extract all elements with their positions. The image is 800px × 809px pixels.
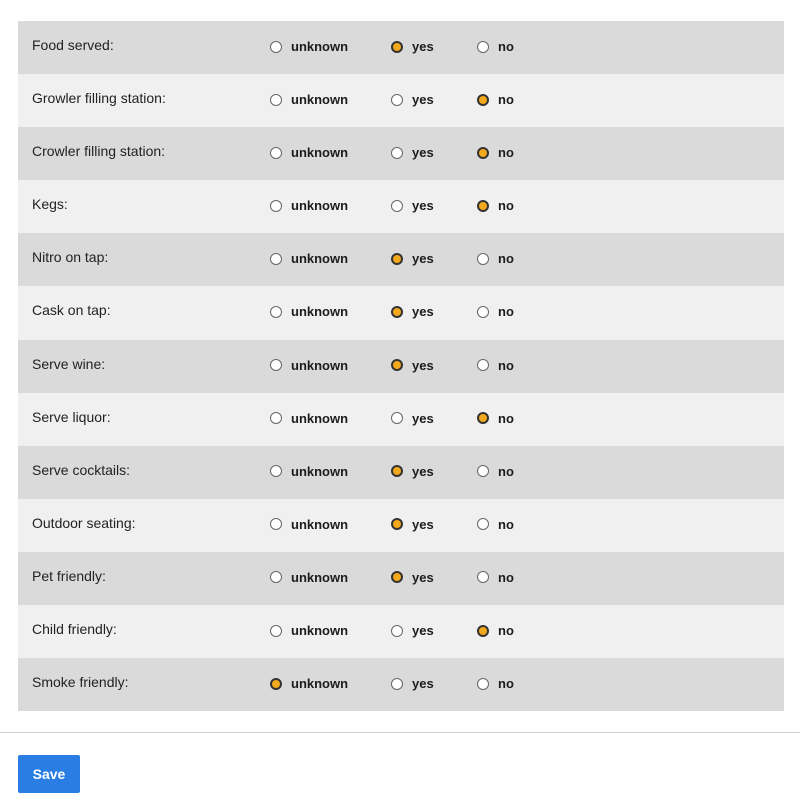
option-no[interactable]	[477, 251, 514, 266]
option-label: yes	[412, 516, 434, 532]
radio-yes[interactable]	[391, 306, 403, 318]
option-unknown[interactable]	[270, 145, 348, 160]
attribute-label: Serve liquor:	[32, 408, 111, 425]
radio-yes[interactable]	[391, 41, 403, 53]
option-no[interactable]	[477, 145, 514, 160]
attribute-row	[18, 499, 784, 552]
option-unknown[interactable]	[270, 251, 348, 266]
option-label: no	[498, 92, 514, 108]
option-label: yes	[412, 92, 434, 108]
attribute-label: Serve cocktails:	[32, 461, 131, 478]
attribute-label: Outdoor seating:	[32, 514, 136, 531]
attribute-label: Crowler filling station:	[32, 143, 166, 160]
option-no[interactable]	[477, 623, 514, 638]
option-yes[interactable]	[391, 198, 434, 213]
option-yes[interactable]	[391, 570, 434, 585]
radio-yes[interactable]	[391, 465, 403, 477]
option-no[interactable]	[477, 92, 514, 107]
radio-unknown[interactable]	[270, 359, 282, 371]
radio-no[interactable]	[477, 253, 489, 265]
radio-yes[interactable]	[391, 518, 403, 530]
option-label: unknown	[291, 516, 349, 532]
attribute-label: Child friendly:	[32, 621, 117, 638]
attribute-row	[18, 74, 784, 127]
option-label: yes	[412, 463, 434, 479]
option-label: unknown	[291, 410, 349, 426]
attribute-row	[18, 180, 784, 233]
attribute-label: Kegs:	[32, 196, 68, 213]
option-label: unknown	[291, 39, 349, 54]
option-yes[interactable]	[391, 92, 434, 107]
option-label: yes	[412, 251, 434, 267]
attribute-row	[18, 605, 784, 658]
option-label: no	[498, 39, 514, 54]
attribute-row	[18, 340, 784, 393]
option-no[interactable]	[477, 358, 514, 373]
option-label: yes	[412, 410, 434, 426]
radio-yes[interactable]	[391, 253, 403, 265]
option-yes[interactable]	[391, 517, 434, 532]
option-yes[interactable]	[391, 676, 434, 691]
attribute-label: Cask on tap:	[32, 302, 111, 319]
radio-unknown[interactable]	[270, 94, 282, 106]
radio-no[interactable]	[477, 306, 489, 318]
option-label: no	[498, 623, 514, 639]
radio-unknown[interactable]	[270, 200, 282, 212]
radio-no[interactable]	[477, 412, 489, 424]
attribute-label: Pet friendly:	[32, 567, 106, 584]
option-label: no	[498, 145, 514, 161]
radio-no[interactable]	[477, 94, 489, 106]
attribute-row	[18, 233, 784, 286]
option-no[interactable]	[477, 39, 514, 54]
option-unknown[interactable]	[270, 39, 348, 54]
radio-unknown[interactable]	[270, 147, 282, 159]
radio-no[interactable]	[477, 200, 489, 212]
option-label: yes	[412, 198, 434, 214]
option-yes[interactable]	[391, 251, 434, 266]
option-label: no	[498, 676, 514, 692]
radio-unknown[interactable]	[270, 306, 282, 318]
option-unknown[interactable]	[270, 676, 348, 691]
attributes-table	[18, 21, 784, 711]
option-unknown[interactable]	[270, 570, 348, 585]
option-label: unknown	[291, 357, 349, 373]
option-yes[interactable]	[391, 39, 434, 54]
radio-yes[interactable]	[391, 359, 403, 371]
option-unknown[interactable]	[270, 198, 348, 213]
option-label: unknown	[291, 463, 349, 479]
attribute-row	[18, 446, 784, 499]
attribute-row	[18, 21, 784, 74]
radio-no[interactable]	[477, 625, 489, 637]
radio-no[interactable]	[477, 518, 489, 530]
option-label: unknown	[291, 569, 349, 585]
option-unknown[interactable]	[270, 358, 348, 373]
option-no[interactable]	[477, 304, 514, 319]
option-no[interactable]	[477, 676, 514, 691]
save-button[interactable]: Save	[18, 755, 80, 793]
attribute-label: Food served:	[32, 37, 114, 53]
radio-no[interactable]	[477, 678, 489, 690]
radio-no[interactable]	[477, 465, 489, 477]
option-label: unknown	[291, 145, 349, 161]
option-label: no	[498, 304, 514, 320]
attribute-row	[18, 286, 784, 339]
radio-unknown[interactable]	[270, 253, 282, 265]
radio-yes[interactable]	[391, 412, 403, 424]
attribute-row	[18, 127, 784, 180]
option-label: no	[498, 569, 514, 585]
option-unknown[interactable]	[270, 304, 348, 319]
option-yes[interactable]	[391, 145, 434, 160]
attribute-label: Serve wine:	[32, 355, 106, 372]
radio-unknown[interactable]	[270, 412, 282, 424]
option-yes[interactable]	[391, 623, 434, 638]
option-unknown[interactable]	[270, 411, 348, 426]
option-unknown[interactable]	[270, 517, 348, 532]
option-yes[interactable]	[391, 304, 434, 319]
option-label: unknown	[291, 198, 349, 214]
option-no[interactable]	[477, 411, 514, 426]
option-label: yes	[412, 569, 434, 585]
radio-yes[interactable]	[391, 200, 403, 212]
option-label: yes	[412, 145, 434, 161]
radio-unknown[interactable]	[270, 41, 282, 53]
option-label: unknown	[291, 304, 349, 320]
option-yes[interactable]	[391, 358, 434, 373]
option-label: unknown	[291, 251, 349, 267]
option-no[interactable]	[477, 517, 514, 532]
radio-yes[interactable]	[391, 147, 403, 159]
option-label: yes	[412, 357, 434, 373]
radio-unknown[interactable]	[270, 465, 282, 477]
radio-yes[interactable]	[391, 571, 403, 583]
radio-no[interactable]	[477, 41, 489, 53]
radio-unknown[interactable]	[270, 625, 282, 637]
option-label: yes	[412, 623, 434, 639]
option-yes[interactable]	[391, 411, 434, 426]
attribute-row	[18, 658, 784, 711]
attribute-label: Growler filling station:	[32, 90, 166, 107]
attribute-row	[18, 552, 784, 605]
option-label: no	[498, 410, 514, 426]
option-label: unknown	[291, 676, 349, 692]
option-label: no	[498, 463, 514, 479]
option-label: yes	[412, 676, 434, 692]
option-no[interactable]	[477, 198, 514, 213]
option-unknown[interactable]	[270, 464, 348, 479]
option-label: no	[498, 251, 514, 267]
option-unknown[interactable]	[270, 92, 348, 107]
radio-unknown[interactable]	[270, 571, 282, 583]
radio-no[interactable]	[477, 571, 489, 583]
option-label: no	[498, 357, 514, 373]
radio-no[interactable]	[477, 147, 489, 159]
attribute-label: Smoke friendly:	[32, 674, 129, 691]
radio-unknown[interactable]	[270, 678, 282, 690]
option-no[interactable]	[477, 570, 514, 585]
option-label: yes	[412, 39, 434, 54]
option-label: no	[498, 516, 514, 532]
option-label: yes	[412, 304, 434, 320]
attribute-label: Nitro on tap:	[32, 249, 109, 266]
attribute-row	[18, 393, 784, 446]
option-label: unknown	[291, 623, 349, 639]
option-unknown[interactable]	[270, 623, 348, 638]
radio-unknown[interactable]	[270, 518, 282, 530]
option-no[interactable]	[477, 464, 514, 479]
radio-yes[interactable]	[391, 94, 403, 106]
divider	[0, 732, 800, 733]
radio-yes[interactable]	[391, 678, 403, 690]
option-label: no	[498, 198, 514, 214]
option-yes[interactable]	[391, 464, 434, 479]
radio-yes[interactable]	[391, 625, 403, 637]
option-label: unknown	[291, 92, 349, 108]
radio-no[interactable]	[477, 359, 489, 371]
